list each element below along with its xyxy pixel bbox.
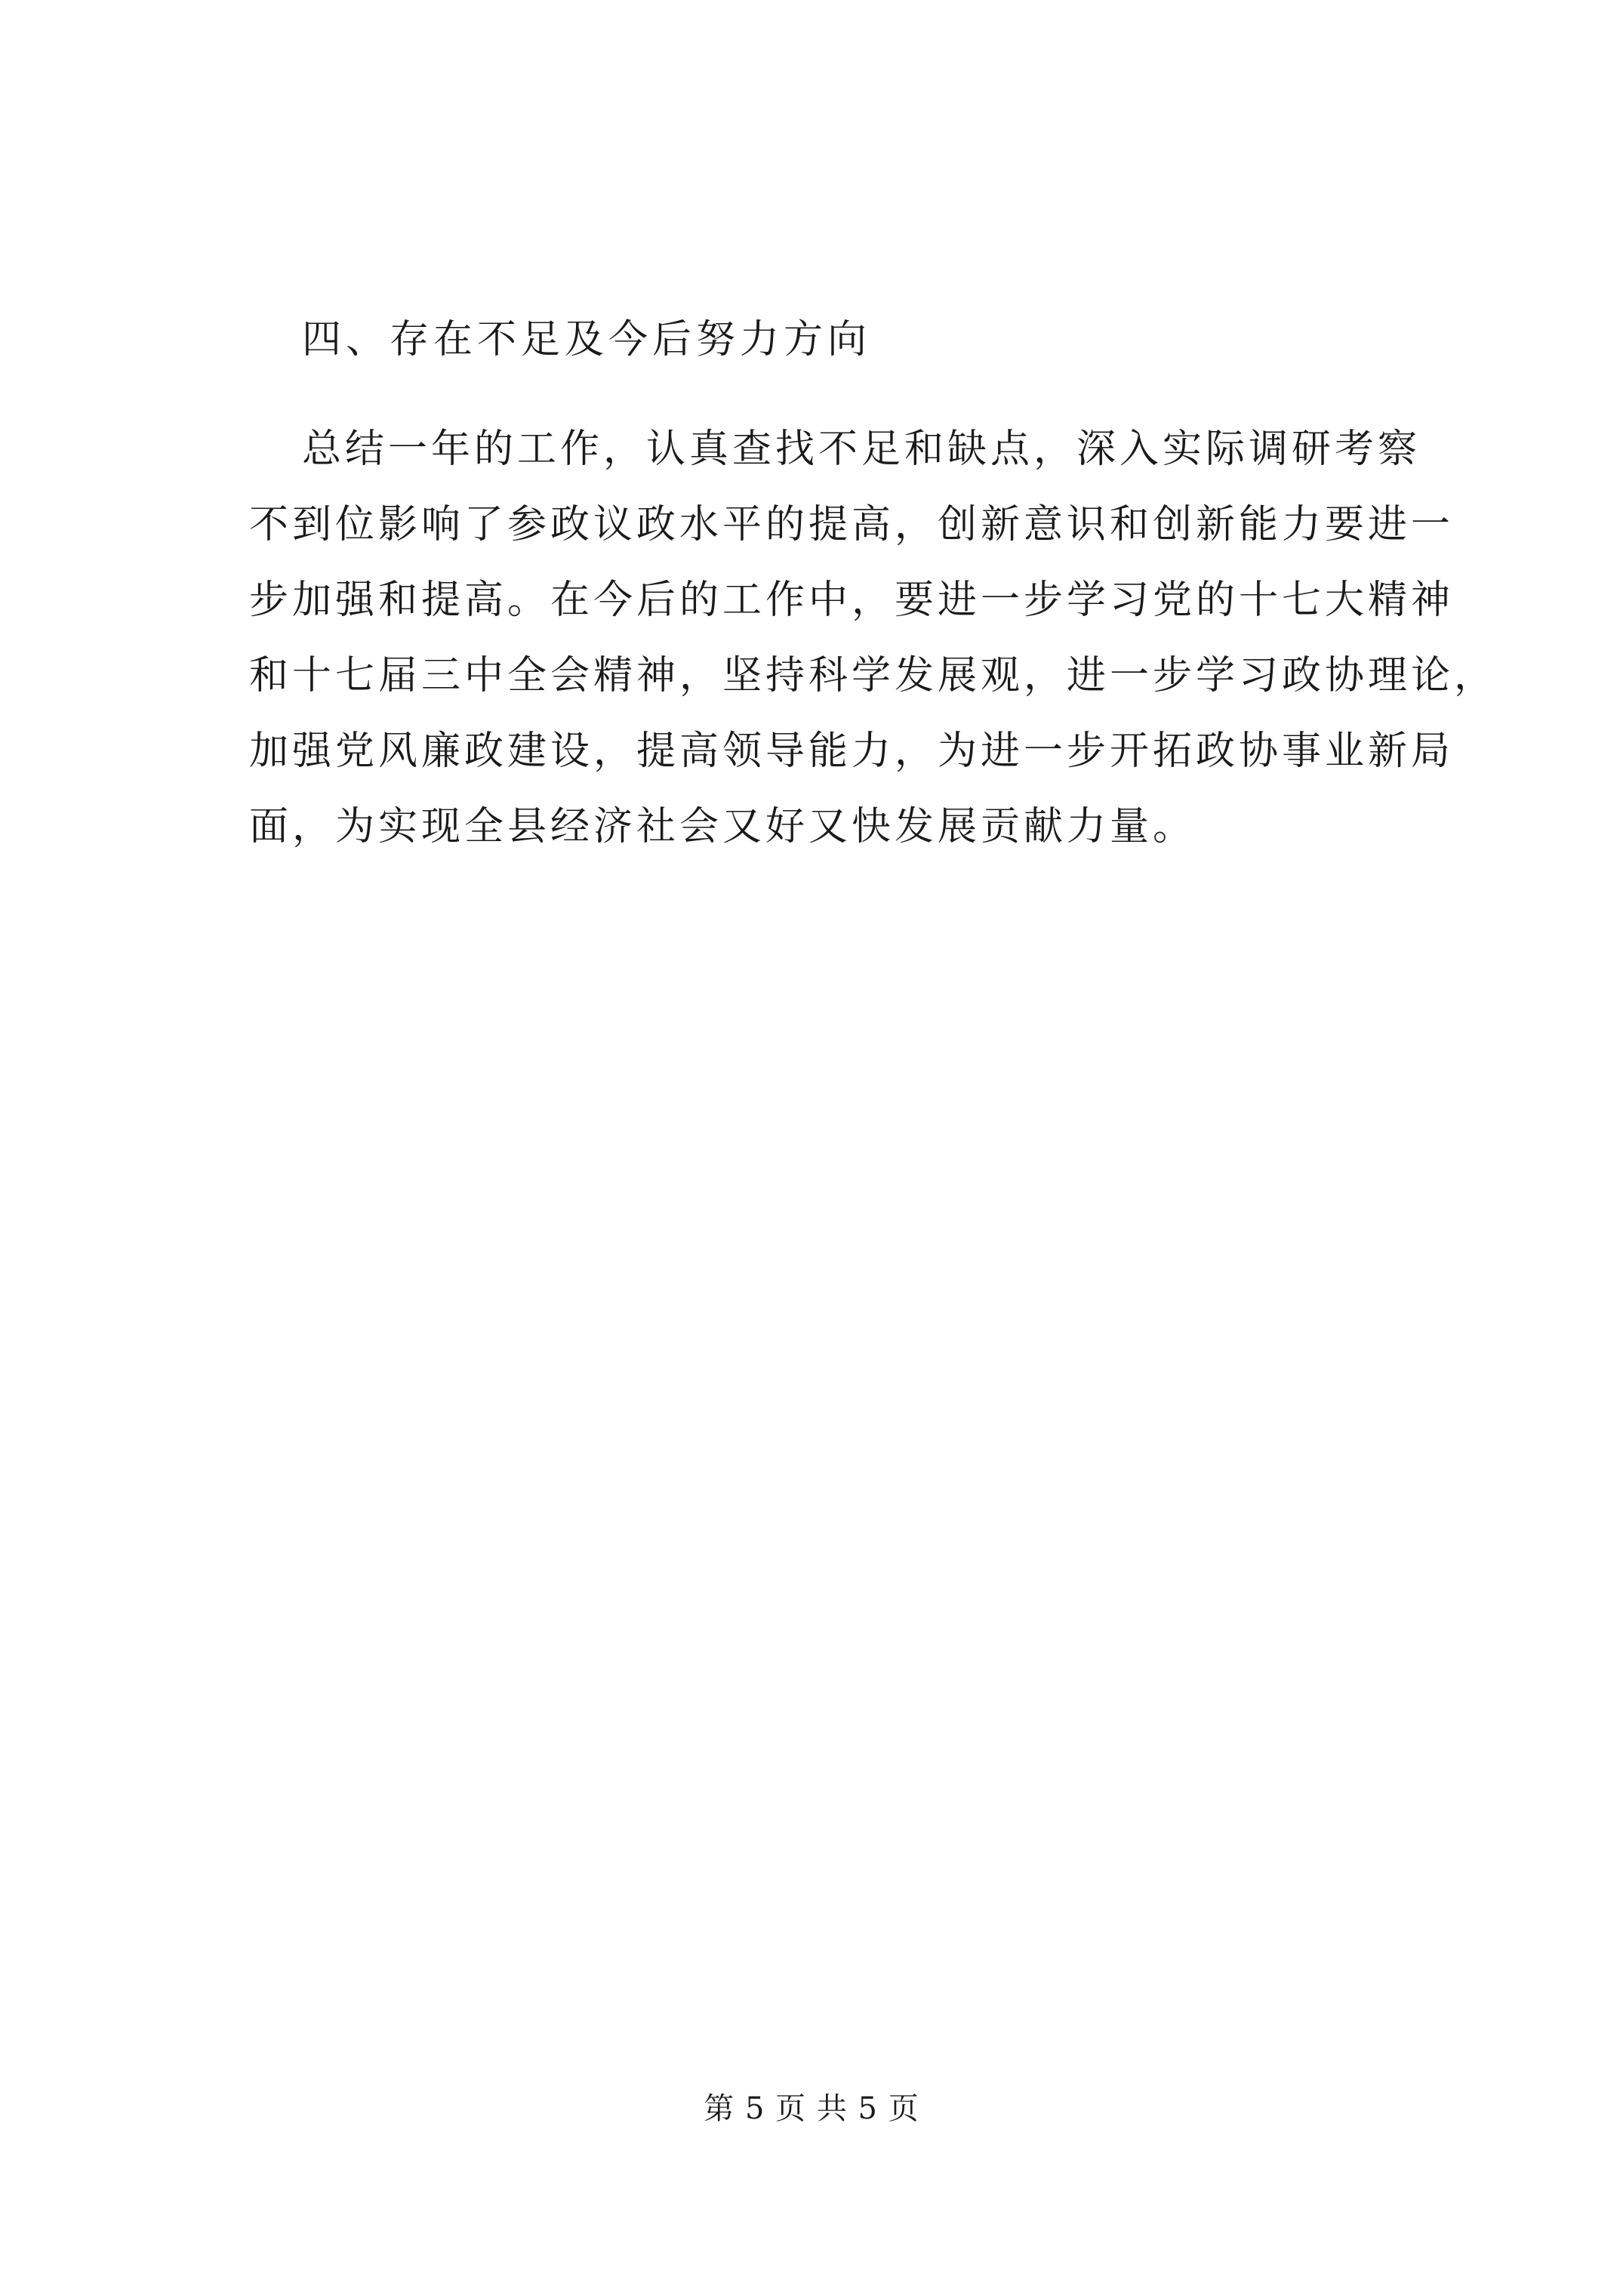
paragraph-line: 和十七届三中全会精神，坚持科学发展观，进一步学习政协理论， — [249, 653, 1498, 698]
paragraph-line: 加强党风廉政建设，提高领导能力，为进一步开拓政协事业新局 — [249, 729, 1455, 774]
paragraph-line: 总结一年的工作，认真查找不足和缺点，深入实际调研考察 — [302, 427, 1421, 472]
page-number-footer: 第 5 页 共 5 页 — [704, 2091, 919, 2126]
paragraph-line: 面，为实现全县经济社会又好又快发展贡献力量。 — [249, 804, 1196, 849]
paragraph-line: 不到位影响了参政议政水平的提高，创新意识和创新能力要进一 — [249, 502, 1455, 547]
paragraph-line: 步加强和提高。在今后的工作中，要进一步学习党的十七大精神 — [249, 578, 1455, 623]
section-heading: 四、存在不足及今后努力方向 — [302, 317, 872, 362]
